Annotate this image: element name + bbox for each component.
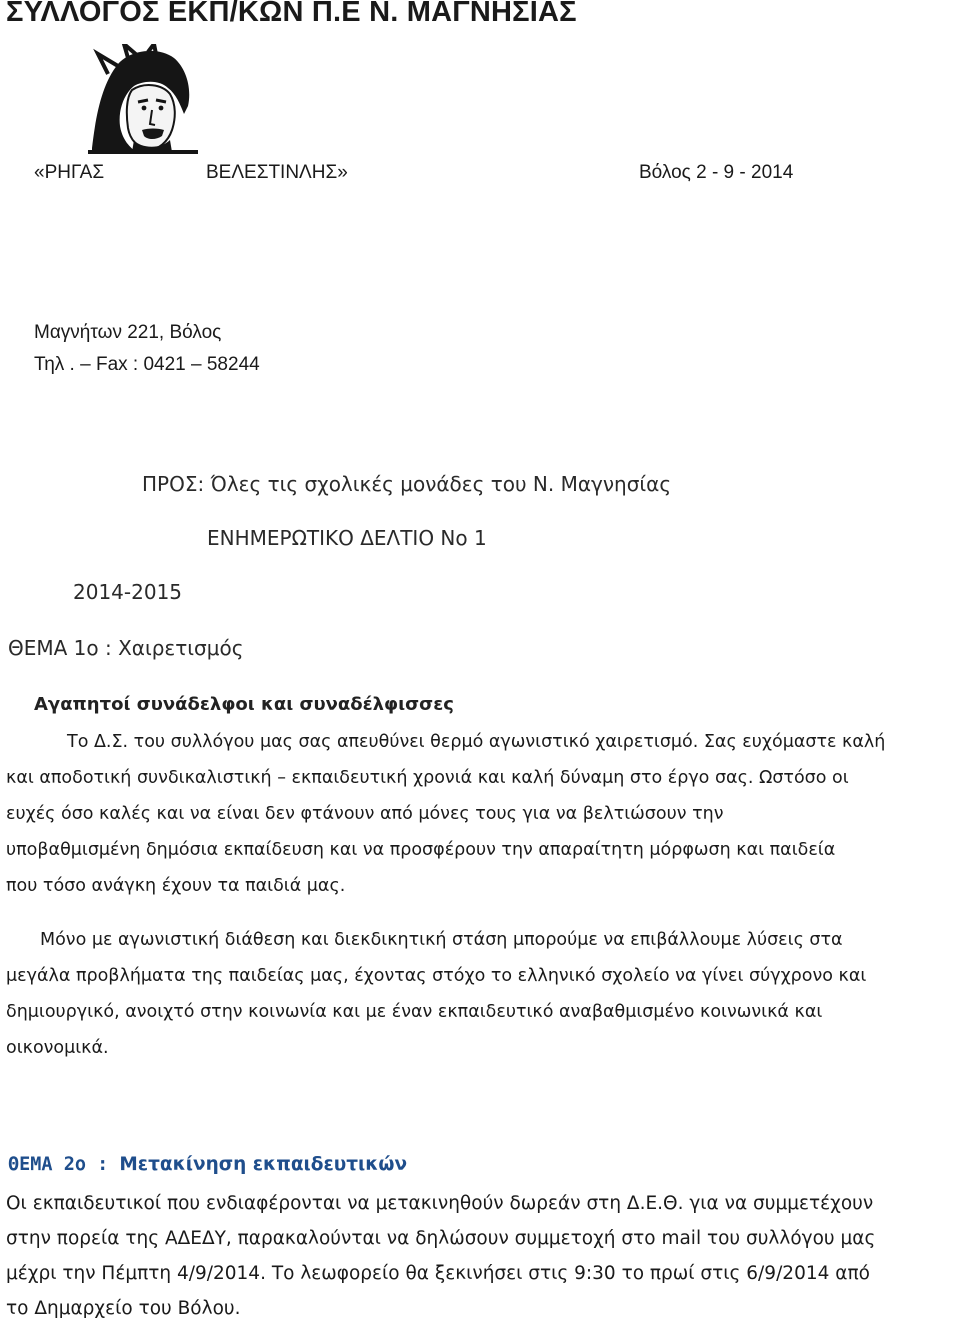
paragraph-line: μεγάλα προβλήματα της παιδείας μας, έχοντας στόχο το ελληνικό σχολείο να γίνει σύγχρονο και xyxy=(6,966,867,986)
phone-fax-line: Τηλ . – Fax : 0421 – 58244 xyxy=(34,354,260,375)
paragraph-line: και αποδοτική συνδικαλιστική – εκπαιδευτική χρονιά και καλή δύναμη στο έργο σας. Ωστόσο οι xyxy=(6,768,849,788)
paragraph-line: που τόσο ανάγκη έχουν τα παιδιά μας. xyxy=(6,876,346,896)
greeting: Αγαπητοί συνάδελφοι και συναδέλφισσες xyxy=(34,694,454,715)
paragraph-line: Το Δ.Σ. του συλλόγου μας σας απευθύνει θερμό αγωνιστικό χαιρετισμό. Σας ευχόμαστε καλή xyxy=(67,732,886,752)
paragraph-line: μέχρι την Πέμπτη 4/9/2014. Το λεωφορείο θα ξεκινήσει στις 9:30 το πρωί στις 6/9/2014 από xyxy=(6,1263,870,1284)
topic2-heading xyxy=(8,1154,407,1175)
letter-date: Βόλος 2 - 9 - 2014 xyxy=(639,162,794,183)
paragraph-line: υποβαθμισμένη δημόσια εκπαίδευση και να προσφέρουν την απαραίτητη μόρφωση και παιδεία xyxy=(6,840,836,860)
paragraph-line: Οι εκπαιδευτικοί που ενδιαφέρονται να μετακινηθούν δωρεάν στη Δ.Ε.Θ. για να συμμετέχουν xyxy=(6,1193,874,1214)
topic2-paragraph xyxy=(6,1186,958,1326)
paragraph-line: δημιουργικό, ανοιχτό στην κοινωνία και με έναν εκπαιδευτικό αναβαθμισμένο κοινωνικά και xyxy=(6,1002,823,1022)
topic1-paragraph2 xyxy=(6,922,958,1066)
bulletin-title: ΕΝΗΜΕΡΩΤΙΚΟ ΔΕΛΤΙΟ Νο 1 xyxy=(207,526,487,550)
topic1-paragraph1 xyxy=(6,724,958,904)
org-name-right: ΒΕΛΕΣΤΙΝΛΗΣ» xyxy=(206,162,348,183)
recipient-line: ΠΡΟΣ: Όλες τις σχολικές μονάδες του Ν. Μαγνησίας xyxy=(142,472,672,496)
paragraph-line: ευχές όσο καλές και να είναι δεν φτάνουν από μόνες τους για να βελτιώσουν την xyxy=(6,804,724,824)
topic2-heading-prefix: ΘΕΜΑ 2ο : xyxy=(8,1154,120,1175)
org-name-left: «ΡΗΓΑΣ xyxy=(34,162,105,183)
letterhead-title: ΣΥΛΛΟΓΟΣ ΕΚΠ/ΚΩΝ Π.Ε Ν. ΜΑΓΝΗΣΙΑΣ xyxy=(6,0,577,28)
paragraph-line: οικονομικά. xyxy=(6,1038,109,1058)
paragraph-line: στην πορεία της ΑΔΕΔΥ, παρακαλούνται να δηλώσουν συμμετοχή στο mail του συλλόγου μας xyxy=(6,1228,876,1249)
paragraph-line: Μόνο με αγωνιστική διάθεση και διεκδικητική στάση μπορούμε να επιβάλλουμε λύσεις στα xyxy=(40,930,843,950)
topic2-heading-title: Μετακίνηση εκπαιδευτικών xyxy=(119,1154,408,1175)
portrait-logo xyxy=(88,44,198,156)
topic1-heading: ΘΕΜΑ 1ο : Χαιρετισμός xyxy=(8,636,244,660)
address-line: Μαγνήτων 221, Βόλος xyxy=(34,322,222,343)
paragraph-line: το Δημαρχείο του Βόλου. xyxy=(6,1298,241,1319)
school-year: 2014-2015 xyxy=(73,580,183,604)
